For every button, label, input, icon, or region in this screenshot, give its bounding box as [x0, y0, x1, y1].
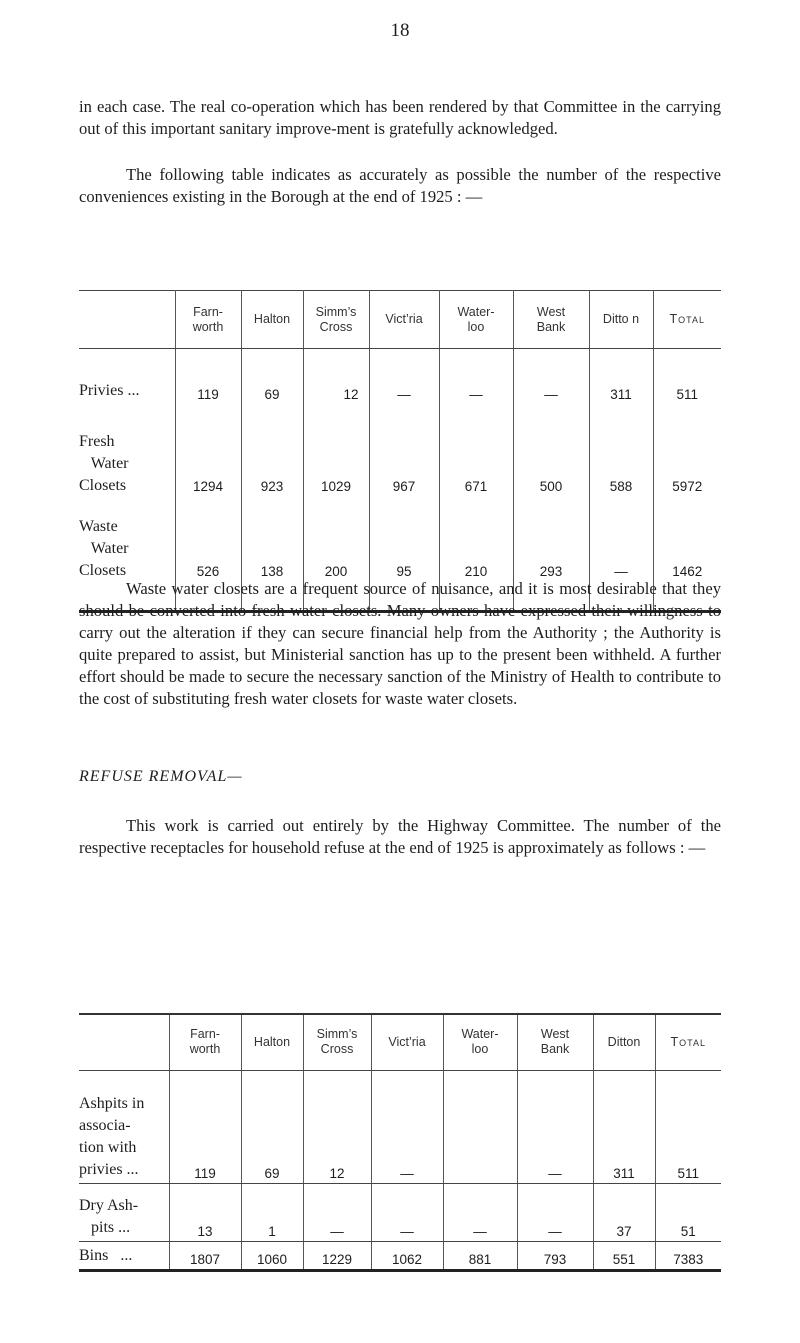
refuse-paragraph: This work is carried out entirely by the Highway Committee. The number of the respective receptacles for household refuse at the end of 1925 is approximately as follows : —: [79, 816, 721, 857]
table2-header-blank: [79, 1014, 169, 1070]
refuse-receptacles-table: [79, 1013, 721, 1272]
table-cell: 69: [241, 1070, 303, 1183]
table-cell: 526: [175, 497, 241, 582]
table-cell: 1060: [241, 1241, 303, 1270]
row-label-bins: Bins ...: [79, 1246, 133, 1264]
table-cell: 200: [303, 497, 369, 582]
table-cell: 923: [241, 402, 303, 497]
table-cell: 13: [169, 1183, 241, 1241]
row-label-waste-water-closets: Waste Water Closets: [79, 517, 129, 579]
table-cell: 551: [593, 1241, 655, 1270]
table-cell: —: [513, 349, 589, 402]
table2-header-waterloo: Water- loo: [443, 1014, 517, 1070]
table-cell: 12: [303, 1070, 371, 1183]
table-row: [79, 349, 721, 402]
table-cell: 37: [593, 1183, 655, 1241]
page-number: 18: [390, 20, 410, 41]
table1-header-row: [79, 291, 721, 349]
table-cell: —: [517, 1183, 593, 1241]
table-cell: 1294: [175, 402, 241, 497]
table1-header-farnworth: Farn- worth: [175, 291, 241, 349]
table1-intro-paragraph: The following table indicates as accurately as possible the number of the respective conveniences existing in the Borough at the end of 1925 : —: [79, 165, 721, 206]
table1-header-waterloo: Water- loo: [439, 291, 513, 349]
table1-header-halton: Halton: [241, 291, 303, 349]
table-cell: —: [371, 1183, 443, 1241]
table1-header-victoria: Vict’ria: [369, 291, 439, 349]
table-row: [79, 1183, 721, 1241]
table-cell: 500: [513, 402, 589, 497]
table-cell: 967: [369, 402, 439, 497]
table-cell: —: [517, 1070, 593, 1183]
table-cell: [443, 1070, 517, 1183]
table-cell: 12: [303, 349, 369, 402]
table1-header-ditton: Ditto n: [589, 291, 653, 349]
intro-paragraph: in each case. The real co-operation which has been rendered by that Committee in the carrying out of this important sanitary improve-ment is gratefully acknowledged.: [79, 97, 721, 138]
table2-header-victoria: Vict’ria: [371, 1014, 443, 1070]
table-cell: 293: [513, 497, 589, 582]
table-cell: 1462: [653, 497, 721, 582]
table2-header-row: [79, 1014, 721, 1070]
table2-header-west-bank: West Bank: [517, 1014, 593, 1070]
row-label-ashpits-with-privies: Ashpits in associa- tion with privies ...: [79, 1070, 169, 1183]
table2-header-farnworth: Farn- worth: [169, 1014, 241, 1070]
row-label-privies: Privies ...: [79, 381, 140, 399]
table-cell: 588: [589, 402, 653, 497]
table2-header-halton: Halton: [241, 1014, 303, 1070]
table-row: [79, 497, 721, 582]
table-row: [79, 1070, 721, 1183]
table1-header-blank: [79, 291, 175, 349]
table-cell: 51: [655, 1183, 721, 1241]
table-cell: 7383: [655, 1241, 721, 1270]
table-cell: 511: [653, 349, 721, 402]
waste-water-paragraph: Waste water closets are a frequent source of nuisance, and it is most desirable that they should be converted into fresh water closets. Many owners have expressed their willingness to carry out the alteration if they can secure financial help from the Authority ; the Authority is quite prepared to assist, but Ministerial sanction has up to the present been withheld. A further effort should be made to secure the necessary sanction of the Ministry of Health to contribute to the cost of substituting fresh water closets for waste water closets.: [79, 579, 721, 708]
table-cell: —: [371, 1070, 443, 1183]
table1-header-simms-cross: Simm’s Cross: [303, 291, 369, 349]
table-cell: 1229: [303, 1241, 371, 1270]
table2-header-simms-cross: Simm’s Cross: [303, 1014, 371, 1070]
conveniences-table: [79, 290, 721, 613]
table-cell: 210: [439, 497, 513, 582]
table-cell: 671: [439, 402, 513, 497]
table-cell: 69: [241, 349, 303, 402]
row-label-dry-ashpits: Dry Ash- pits ...: [79, 1183, 169, 1241]
table-cell: 1807: [169, 1241, 241, 1270]
refuse-removal-heading: REFUSE REMOVAL—: [79, 768, 243, 785]
table-cell: 119: [169, 1070, 241, 1183]
table-cell: —: [443, 1183, 517, 1241]
table-cell: 793: [517, 1241, 593, 1270]
table-cell: 1062: [371, 1241, 443, 1270]
table-cell: —: [439, 349, 513, 402]
table-cell: 5972: [653, 402, 721, 497]
table2-header-total: Total: [655, 1014, 721, 1070]
table-row: [79, 1241, 721, 1270]
row-label-fresh-water-closets: Fresh Water Closets: [79, 432, 129, 494]
table-cell: —: [589, 497, 653, 582]
table1-header-total: Total: [653, 291, 721, 349]
table-cell: 1: [241, 1183, 303, 1241]
table-cell: 1029: [303, 402, 369, 497]
table-cell: 881: [443, 1241, 517, 1270]
table-cell: —: [303, 1183, 371, 1241]
table-cell: 311: [593, 1070, 655, 1183]
table-cell: 95: [369, 497, 439, 582]
table-row: [79, 402, 721, 497]
table-cell: 138: [241, 497, 303, 582]
table-cell: 119: [175, 349, 241, 402]
table2-header-ditton: Ditton: [593, 1014, 655, 1070]
table-cell: —: [369, 349, 439, 402]
table-cell: 511: [655, 1070, 721, 1183]
table1-header-west-bank: West Bank: [513, 291, 589, 349]
table-cell: 311: [589, 349, 653, 402]
